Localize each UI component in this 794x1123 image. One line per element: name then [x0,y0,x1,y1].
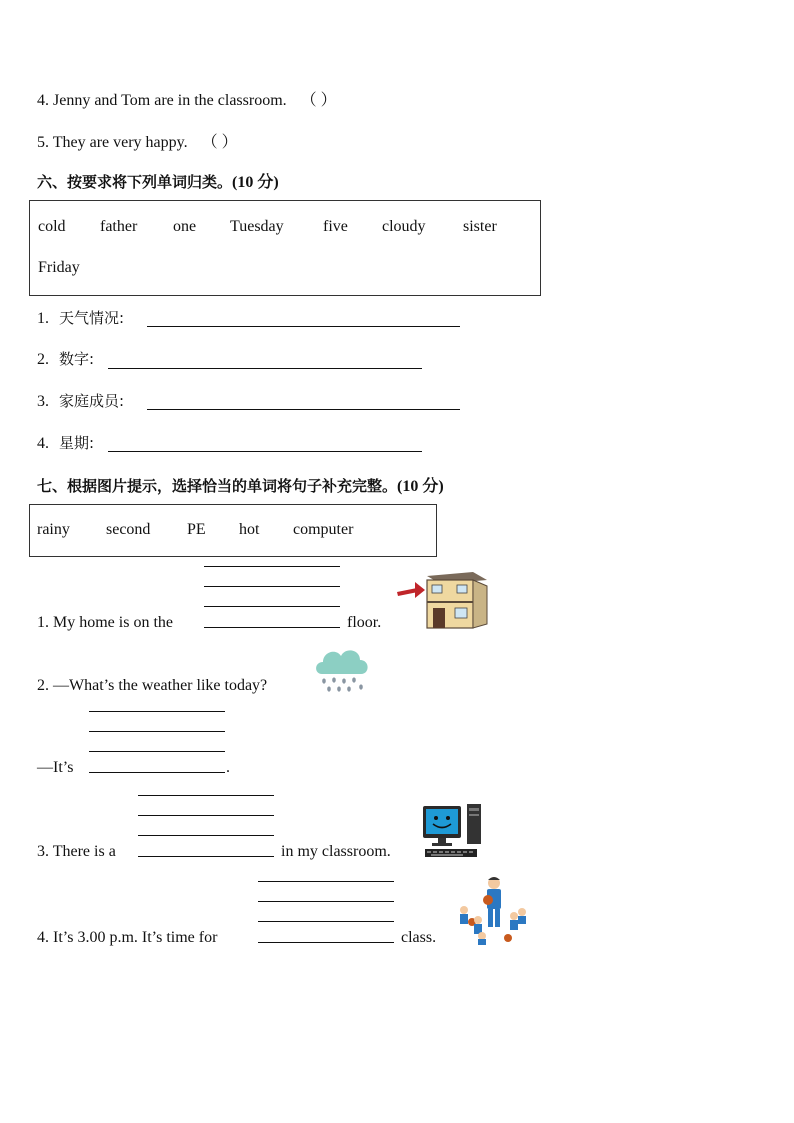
writing-line [89,711,225,712]
writing-line [258,921,394,922]
rain-cloud-icon [314,644,370,699]
q2-answer-text: —It’s [37,759,74,776]
answer-bracket[interactable]: （ ） [300,92,337,109]
answer-bracket[interactable]: （ ） [201,134,238,151]
question-4 [37,87,337,110]
item-label: 家庭成员: [59,392,125,410]
q2-question: 2. —What’s the weather like today? [37,677,268,694]
word-bank-word: sister [463,218,497,235]
writing-line [138,815,274,816]
writing-line [89,731,225,732]
q3-text: 3. There is a [37,843,116,860]
word-bank-word: cold [38,218,66,235]
section-7-title: 七、根据图片提示，选择恰当的单词将句子补充完整。 [37,477,398,495]
q1-text-end: floor. [347,614,382,631]
word-bank-word: rainy [37,521,70,538]
word-bank-7 [29,504,437,557]
answer-line[interactable] [147,326,460,327]
word-bank-word: Friday [38,259,80,276]
word-bank-word: cloudy [382,218,426,235]
question-4-text: 4. Jenny and Tom are in the classroom. [37,92,287,109]
writing-line [204,566,340,567]
q3-text-end: in my classroom. [281,843,391,860]
pe-class-icon [452,874,532,951]
word-bank-word: second [106,521,151,538]
item-label: 数字: [59,350,95,368]
answer-line[interactable] [147,409,460,410]
item-number: 3. [37,393,49,410]
section-6-title: 六、按要求将下列单词归类。 [37,173,233,191]
word-bank-word: PE [187,521,206,538]
item-label: 天气情况: [59,309,125,327]
answer-line[interactable] [138,856,274,857]
word-bank-word: hot [239,521,260,538]
question-5-text: 5. They are very happy. [37,134,188,151]
item-number: 1. [37,310,49,327]
answer-line[interactable] [89,772,225,773]
word-bank-6 [29,200,541,296]
writing-line [204,586,340,587]
writing-line [204,606,340,607]
question-5 [37,129,238,152]
classify-item-4 [37,432,94,453]
answer-line[interactable] [108,368,422,369]
answer-line[interactable] [108,451,422,452]
classify-item-1 [37,307,124,328]
section-7-score: (10 分) [397,478,444,495]
word-bank-word: father [100,218,138,235]
answer-line[interactable] [258,942,394,943]
word-bank-word: five [323,218,348,235]
item-number: 2. [37,351,49,368]
writing-line [89,751,225,752]
classify-item-2 [37,348,94,369]
section-6-score: (10 分) [232,174,279,191]
item-label: 星期: [59,434,95,452]
writing-line [138,835,274,836]
q2-period: . [226,759,230,776]
section-6-heading [37,169,279,192]
writing-line [258,881,394,882]
answer-line[interactable] [204,627,340,628]
classify-item-3 [37,390,124,411]
q4-text: 4. It’s 3.00 p.m. It’s time for [37,929,218,946]
q4-text-end: class. [401,929,437,946]
word-bank-word: computer [293,521,354,538]
house-icon [395,570,490,637]
word-bank-word: one [173,218,197,235]
item-number: 4. [37,435,49,452]
writing-line [138,795,274,796]
writing-line [258,901,394,902]
section-7-heading [37,473,444,496]
word-bank-word: Tuesday [230,218,284,235]
computer-icon [421,802,485,865]
q1-text: 1. My home is on the [37,614,173,631]
